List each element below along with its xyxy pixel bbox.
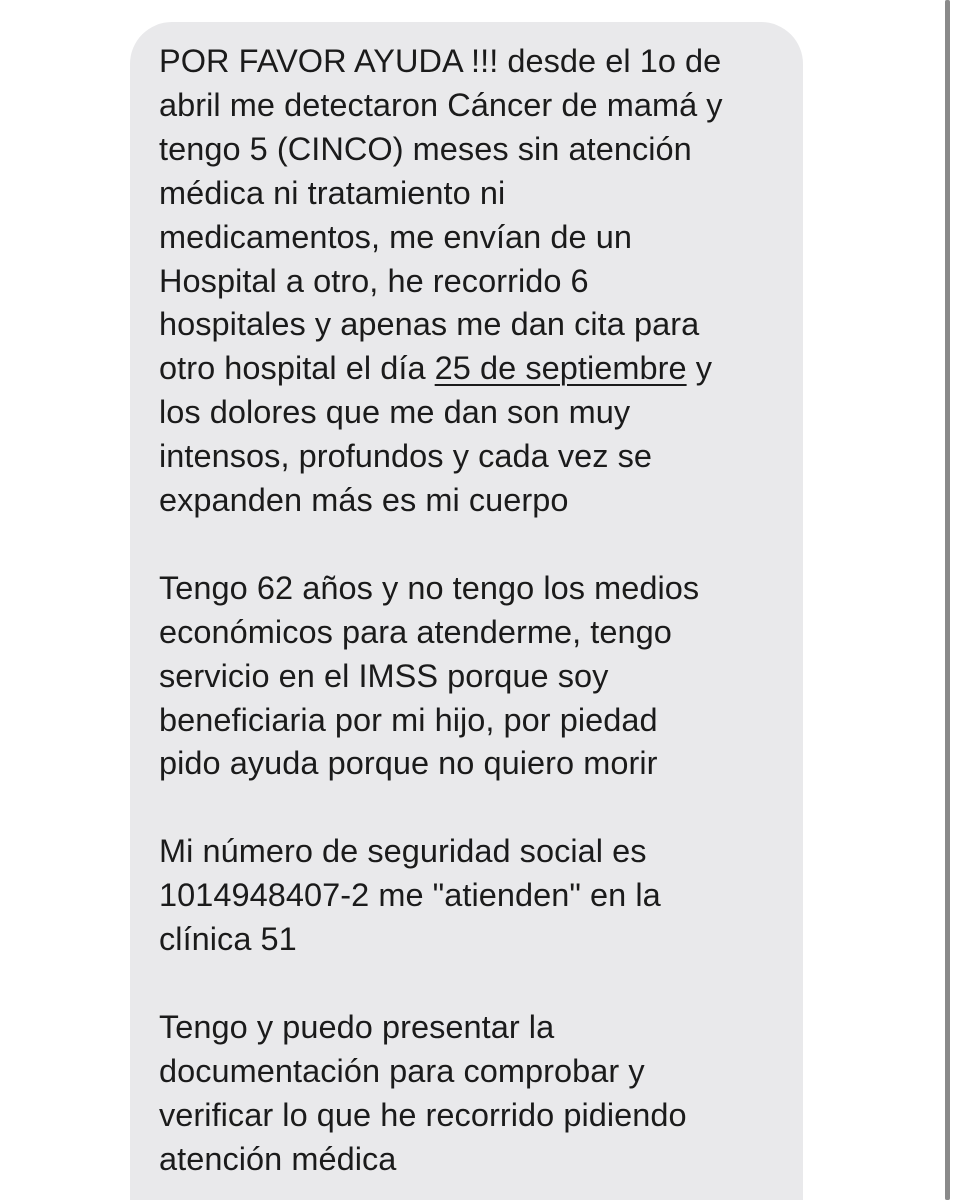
message-paragraph-1 xyxy=(159,40,783,523)
message-paragraph-1-start: POR FAVOR AYUDA !!! desde el 1o de abril me detectaron Cáncer de mamá y tengo 5 (CINCO) meses sin atención médica ni tratamiento ni medicamentos, me envían de un Hospital a otro, he recorrido 6 hospitales y apenas me dan cita para otro hospital el día xyxy=(159,43,723,387)
scrollbar-track[interactable] xyxy=(945,0,950,1200)
message-paragraph-2: Tengo 62 años y no tengo los medios económicos para atenderme, tengo servicio en el IMSS porque soy beneficiaria por mi hijo, por piedad pido ayuda porque no quiero morir xyxy=(159,569,700,782)
message-paragraph-4: Tengo y puedo presentar la documentación para comprobar y verificar lo que he recorrido pidiendo atención médica xyxy=(159,1008,687,1177)
scrollbar-thumb[interactable] xyxy=(945,0,950,1200)
date-link[interactable]: 25 de septiembre xyxy=(434,350,687,387)
message-paragraph-3: Mi número de seguridad social es 1014948407-2 me "atienden" en la clínica 51 xyxy=(159,833,661,958)
message-paragraph-1-end: y los dolores que me dan son muy intensos, profundos y cada vez se expanden más es mi cuerpo xyxy=(159,350,712,519)
received-message-bubble[interactable] xyxy=(130,22,803,1200)
